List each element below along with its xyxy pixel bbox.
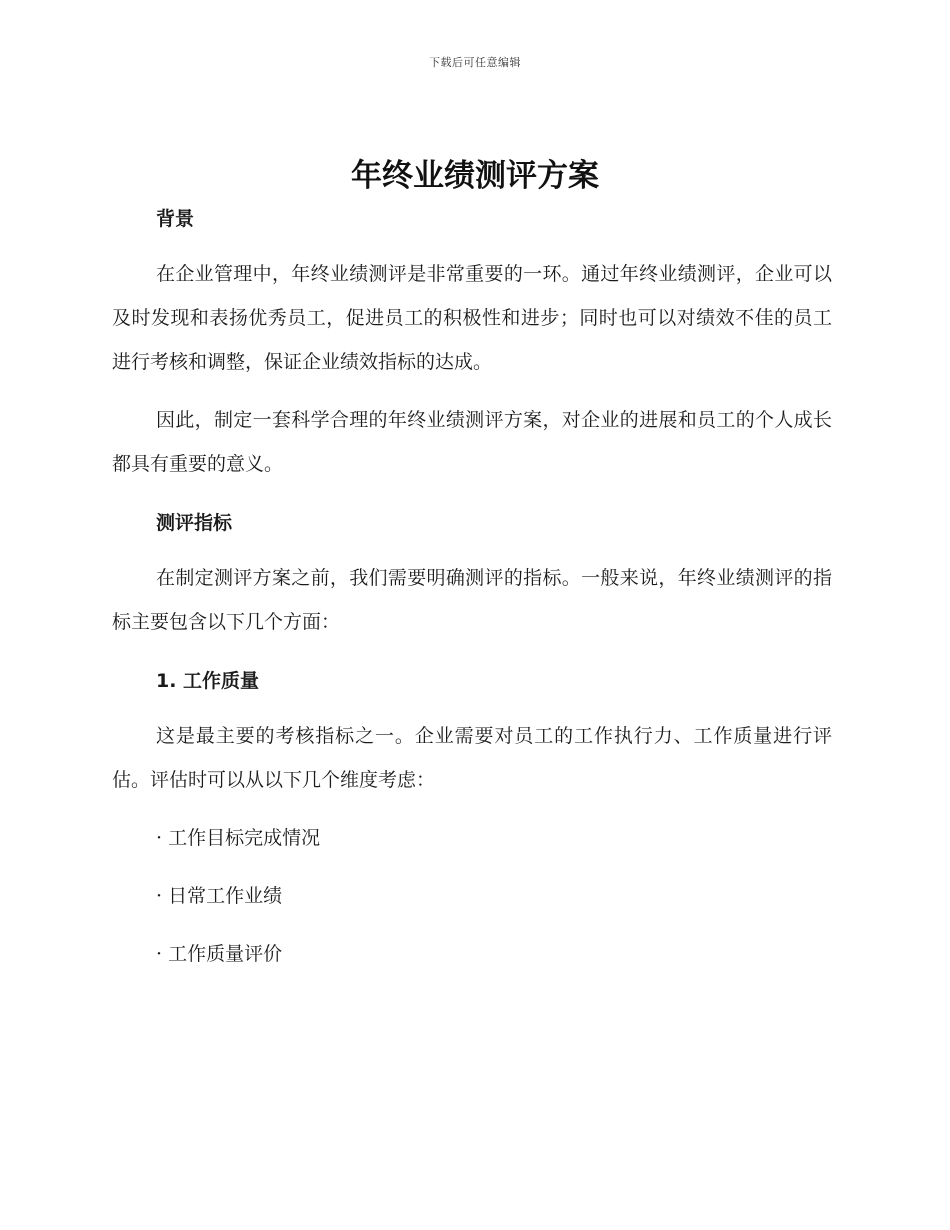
section-heading-background: 背景 <box>156 208 195 230</box>
header-note: 下载后可任意编辑 <box>429 56 521 69</box>
list-item: · 日常工作业绩 <box>156 885 283 907</box>
list-item: · 工作质量评价 <box>156 943 283 965</box>
section-heading-indicators: 测评指标 <box>156 512 233 534</box>
paragraph: 这是最主要的考核指标之一。企业需要对员工的工作执行力、工作质量进行评估。评估时可以从以下几个维度考虑： <box>112 725 832 791</box>
paragraph: 在制定测评方案之前，我们需要明确测评的指标。一般来说，年终业绩测评的指标主要包含以下几个方面： <box>112 567 832 633</box>
paragraph: 因此，制定一套科学合理的年终业绩测评方案，对企业的进展和员工的个人成长都具有重要的意义。 <box>112 409 832 475</box>
paragraph: 在企业管理中，年终业绩测评是非常重要的一环。通过年终业绩测评，企业可以及时发现和表扬优秀员工，促进员工的积极性和进步；同时也可以对绩效不佳的员工进行考核和调整，保证企业绩效指标的达成。 <box>112 263 832 373</box>
list-item: · 工作目标完成情况 <box>156 827 321 849</box>
section-heading-work-quality: 1. 工作质量 <box>156 670 260 692</box>
document-title: 年终业绩测评方案 <box>351 158 599 194</box>
document-body <box>112 200 832 976</box>
